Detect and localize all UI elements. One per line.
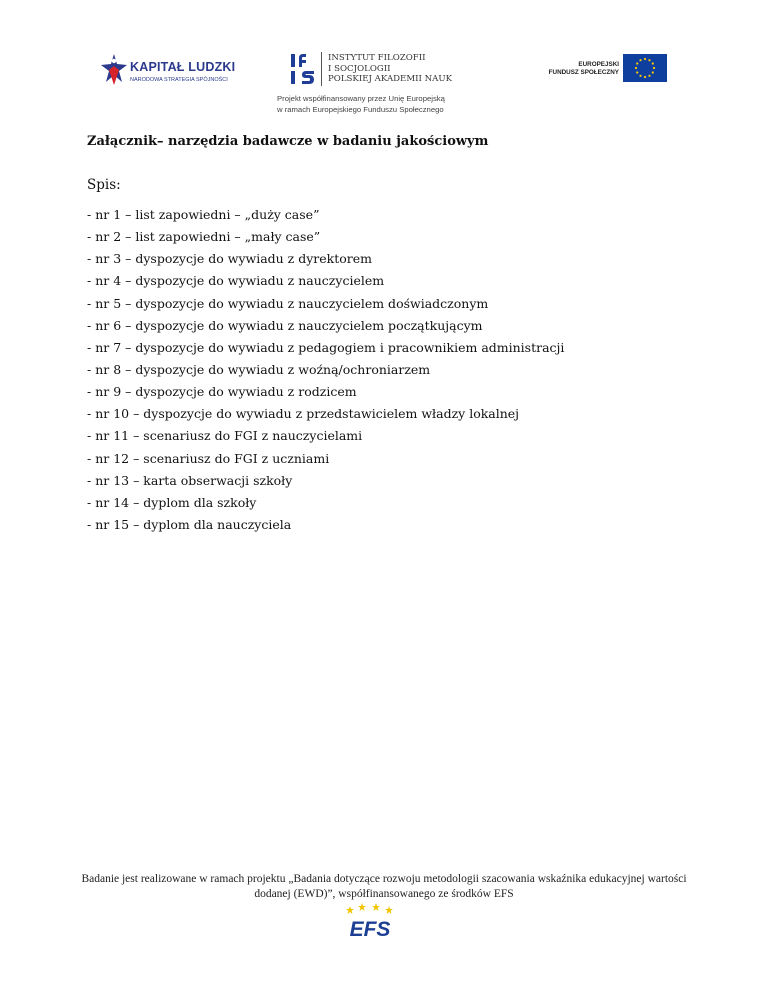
toc-item: - nr 7 – dyspozycje do wywiadu z pedagogiem i pracownikiem administracji	[87, 339, 565, 355]
toc-item: - nr 1 – list zapowiedni – „duży case”	[87, 207, 320, 222]
toc-item: - nr 14 – dyplom dla szkoły	[87, 494, 257, 510]
toc-list	[87, 204, 564, 536]
eu-fund-name	[549, 61, 619, 77]
ifis-monogram-icon	[290, 52, 316, 86]
ifis-divider	[321, 52, 322, 86]
kapital-ludzki-logo	[100, 50, 236, 94]
eu-efs-logo	[548, 54, 667, 82]
ifis-pan-logo	[290, 50, 453, 90]
toc-item: - nr 6 – dyspozycje do wywiadu z nauczycielem początkującym	[87, 317, 483, 333]
toc-item: - nr 5 – dyspozycje do wywiadu z nauczycielem doświadczonym	[87, 295, 489, 311]
eu-flag-icon	[623, 54, 667, 82]
toc-item: - nr 12 – scenariusz do FGI z uczniami	[87, 450, 330, 466]
toc-item: - nr 2 – list zapowiedni – „mały case”	[87, 229, 321, 245]
project-note-line: Projekt współfinansowany przez Unię Europejską	[277, 94, 445, 103]
toc-item: - nr 8 – dyspozycje do wywiadu z woźną/ochroniarzem	[87, 361, 431, 377]
page-header	[0, 0, 768, 130]
kapital-ludzki-subtitle: NARODOWA STRATEGIA SPÓJNOŚCI	[130, 77, 228, 83]
toc-item: - nr 13 – karta obserwacji szkoły	[87, 472, 293, 488]
kapital-ludzki-title: KAPITAŁ LUDZKI	[130, 60, 236, 74]
kapital-ludzki-star-icon	[100, 52, 128, 88]
footer-note-line: dodanej (EWD)”, współfinansowanego ze środków EFS	[254, 888, 514, 900]
efs-stars-icon	[346, 903, 393, 914]
eu-fund-line: FUNDUSZ SPOŁECZNY	[548, 69, 619, 76]
toc-item: - nr 15 – dyplom dla nauczyciela	[87, 516, 292, 532]
toc-item: - nr 4 – dyspozycje do wywiadu z nauczycielem	[87, 273, 385, 289]
eu-fund-line: EUROPEJSKI	[578, 61, 619, 68]
efs-logo	[336, 902, 404, 940]
project-note-line: w ramach Europejskiego Funduszu Społecznego	[277, 104, 444, 114]
document-title: Załącznik– narzędzia badawcze w badaniu jakościowym	[87, 134, 489, 149]
ifis-name	[328, 53, 452, 85]
toc-heading: Spis:	[87, 177, 121, 193]
toc-item: - nr 3 – dyspozycje do wywiadu z dyrektorem	[87, 251, 373, 267]
ifis-line: INSTYTUT FILOZOFII	[328, 53, 426, 63]
footer-note	[0, 872, 768, 902]
ifis-line: POLSKIEJ AKADEMII NAUK	[328, 74, 453, 84]
efs-logo-text: EFS	[349, 918, 391, 940]
toc-item: - nr 11 – scenariusz do FGI z nauczycielami	[87, 428, 363, 444]
toc-item: - nr 10 – dyspozycje do wywiadu z przedstawicielem władzy lokalnej	[87, 406, 520, 422]
footer-note-line: Badanie jest realizowane w ramach projektu „Badania dotyczące rozwoju metodologii szacowania wskaźnika edukacyjnej wartości	[81, 873, 687, 885]
ifis-line: I SOCJOLOGII	[328, 63, 391, 74]
toc-item: - nr 9 – dyspozycje do wywiadu z rodzicem	[87, 384, 357, 400]
project-cofinancing-note	[277, 94, 445, 115]
